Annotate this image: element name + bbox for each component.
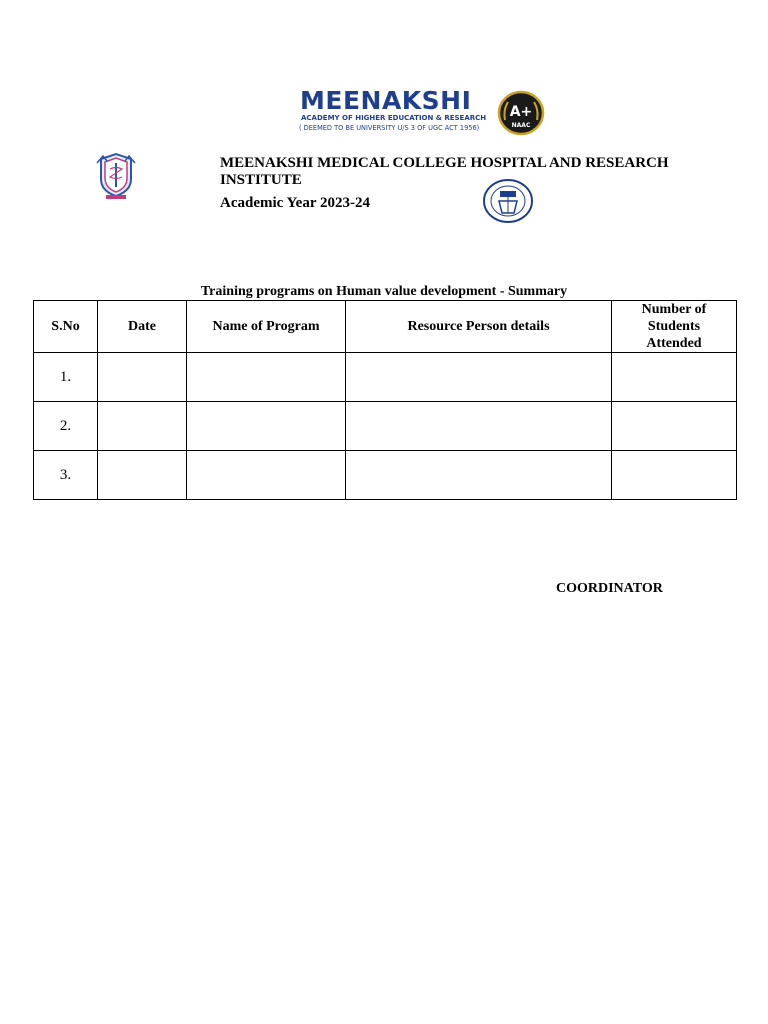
academic-year-heading: Academic Year 2023-24	[220, 195, 370, 211]
university-subtitle: ACADEMY OF HIGHER EDUCATION & RESEARCH	[301, 114, 487, 122]
cell-date	[98, 353, 187, 402]
column-header-sno: S.No	[34, 301, 98, 353]
cell-sno: 1.	[34, 353, 98, 402]
column-header-program-name: Name of Program	[187, 301, 346, 353]
cell-sno: 2.	[34, 402, 98, 451]
naac-label: NAAC	[511, 122, 531, 129]
table-row	[34, 402, 737, 451]
cell-students-attended	[612, 353, 737, 402]
cell-program-name	[187, 402, 346, 451]
college-name-heading: MEENAKSHI MEDICAL COLLEGE HOSPITAL AND RESEARCH INSTITUTE	[220, 155, 669, 188]
cell-date	[98, 402, 187, 451]
table-header-row	[34, 301, 737, 353]
table-row	[34, 451, 737, 500]
cell-program-name	[187, 353, 346, 402]
cell-resource-person	[346, 451, 612, 500]
cell-date	[98, 451, 187, 500]
table-title: Training programs on Human value development - Summary	[200, 284, 568, 299]
column-header-students-attended: Number of Students Attended	[612, 301, 737, 353]
cell-resource-person	[346, 353, 612, 402]
coordinator-signature-label: COORDINATOR	[556, 581, 663, 596]
cell-program-name	[187, 451, 346, 500]
cell-students-attended	[612, 402, 737, 451]
table-row	[34, 353, 737, 402]
naac-grade: A+	[509, 104, 533, 120]
summary-table	[33, 300, 737, 500]
university-name: MEENAKSHI	[300, 86, 472, 115]
cell-resource-person	[346, 402, 612, 451]
column-header-date: Date	[98, 301, 187, 353]
cell-students-attended	[612, 451, 737, 500]
college-crest-icon	[95, 151, 137, 200]
naac-accreditation-badge	[497, 90, 545, 136]
university-status: ( DEEMED TO BE UNIVERSITY U/S 3 OF UGC ACT 1956)	[299, 124, 480, 132]
cell-sno: 3.	[34, 451, 98, 500]
column-header-resource-person: Resource Person details	[346, 301, 612, 353]
